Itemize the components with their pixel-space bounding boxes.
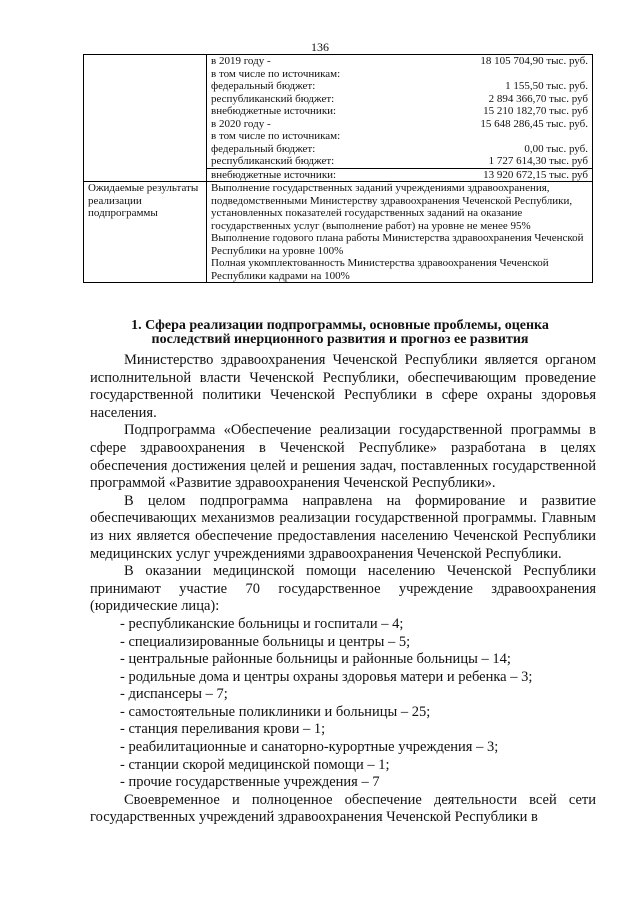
paragraph: Подпрограмма «Обеспечение реализации государственной программы в сфере здравоохранения в Чеченской Республике» разработана в целях обеспечения достижения целей и решения задач, поставленных государственной программой «Развитие здравоохранения Чеченской Республики». <box>90 422 596 492</box>
list-item: - самостоятельные поликлиники и больницы – 25; <box>120 704 596 722</box>
financing-cell <box>207 55 593 182</box>
financing-line: в 2019 году - 18 105 704,90 тыс. руб. <box>211 55 588 67</box>
passport-table <box>83 54 593 283</box>
list-item: - станции скорой медицинской помощи – 1; <box>120 757 596 775</box>
financing-line: в том числе по источникам: <box>211 130 341 142</box>
table-label-cell <box>84 55 207 182</box>
financing-line: в том числе по источникам: <box>211 67 341 80</box>
expected-result: Выполнение годового плана работы Министерства здравоохранения Чеченской Республики на уровне 100% <box>211 232 584 257</box>
financing-line: в 2020 году - 15 648 286,45 тыс. руб. <box>211 117 588 130</box>
paragraph: Министерство здравоохранения Чеченской Республики является органом исполнительной власти Чеченской Республики, обеспечивающим проведение государственной политики Чеченской Республики в сфере охраны здоровья населения. <box>90 352 596 421</box>
page-number: 136 <box>311 40 329 54</box>
paragraph: В оказании медицинской помощи населению Чеченской Республики принимают участие 70 государственное учреждение здравоохранения (юридические лица): <box>90 563 596 615</box>
table-row <box>84 55 593 182</box>
table-label-cell: Ожидаемые результаты реализации подпрограммы <box>84 182 207 283</box>
table-row <box>84 182 593 283</box>
financing-line: внебюджетные источники: 15 210 182,70 тыс. руб <box>211 105 588 117</box>
list-item: - специализированные больницы и центры – 5; <box>120 634 596 652</box>
financing-line: республиканский бюджет: 1 727 614,30 тыс. руб <box>211 155 588 167</box>
section-heading: 1. Сфера реализации подпрограммы, основные проблемы, оценка последствий инерционного развития и прогноз ее развития <box>131 318 549 347</box>
expected-results-cell <box>207 182 593 283</box>
financing-line: федеральный бюджет: 1 155,50 тыс. руб. <box>211 80 588 92</box>
list-item: - республиканские больницы и госпитали – 4; <box>120 616 596 634</box>
institutions-list <box>90 616 596 792</box>
section-body <box>90 352 596 827</box>
paragraph: В целом подпрограмма направлена на формирование и развитие обеспечивающих механизмов реализации государственной программы. Главным из них является обеспечение предоставления населению Чеченской Республики медицинских услуг учреждениями здравоохранения Чеченской Республики. <box>90 492 596 562</box>
list-item: - диспансеры – 7; <box>120 686 596 704</box>
list-item: - станция переливания крови – 1; <box>120 721 596 739</box>
list-item: - реабилитационные и санаторно-курортные учреждения – 3; <box>120 739 596 757</box>
list-item: - центральные районные больницы и районные больницы – 14; <box>120 651 596 669</box>
list-item: - родильные дома и центры охраны здоровья матери и ребенка – 3; <box>120 669 596 687</box>
financing-line: федеральный бюджет: 0,00 тыс. руб. <box>211 142 588 155</box>
expected-result: Выполнение государственных заданий учреждениями здравоохранения, подведомственными Министерству здравоохранения Чеченской Республики, установленных показателей государственных заданий на оказание государственных услуг (выполнение работ) на уровне не менее 95% <box>211 182 573 232</box>
financing-line: республиканский бюджет: 2 894 366,70 тыс. руб <box>211 92 588 105</box>
financing-line: внебюджетные источники: 13 920 672,15 тыс. руб <box>207 168 592 182</box>
paragraph: Своевременное и полноценное обеспечение деятельности всей сети государственных учреждений здравоохранения Чеченской Республики в <box>90 791 596 826</box>
expected-result: Полная укомплектованность Министерства здравоохранения Чеченской Республики кадрами на 100% <box>211 257 549 282</box>
list-item: - прочие государственные учреждения – 7 <box>120 774 596 792</box>
